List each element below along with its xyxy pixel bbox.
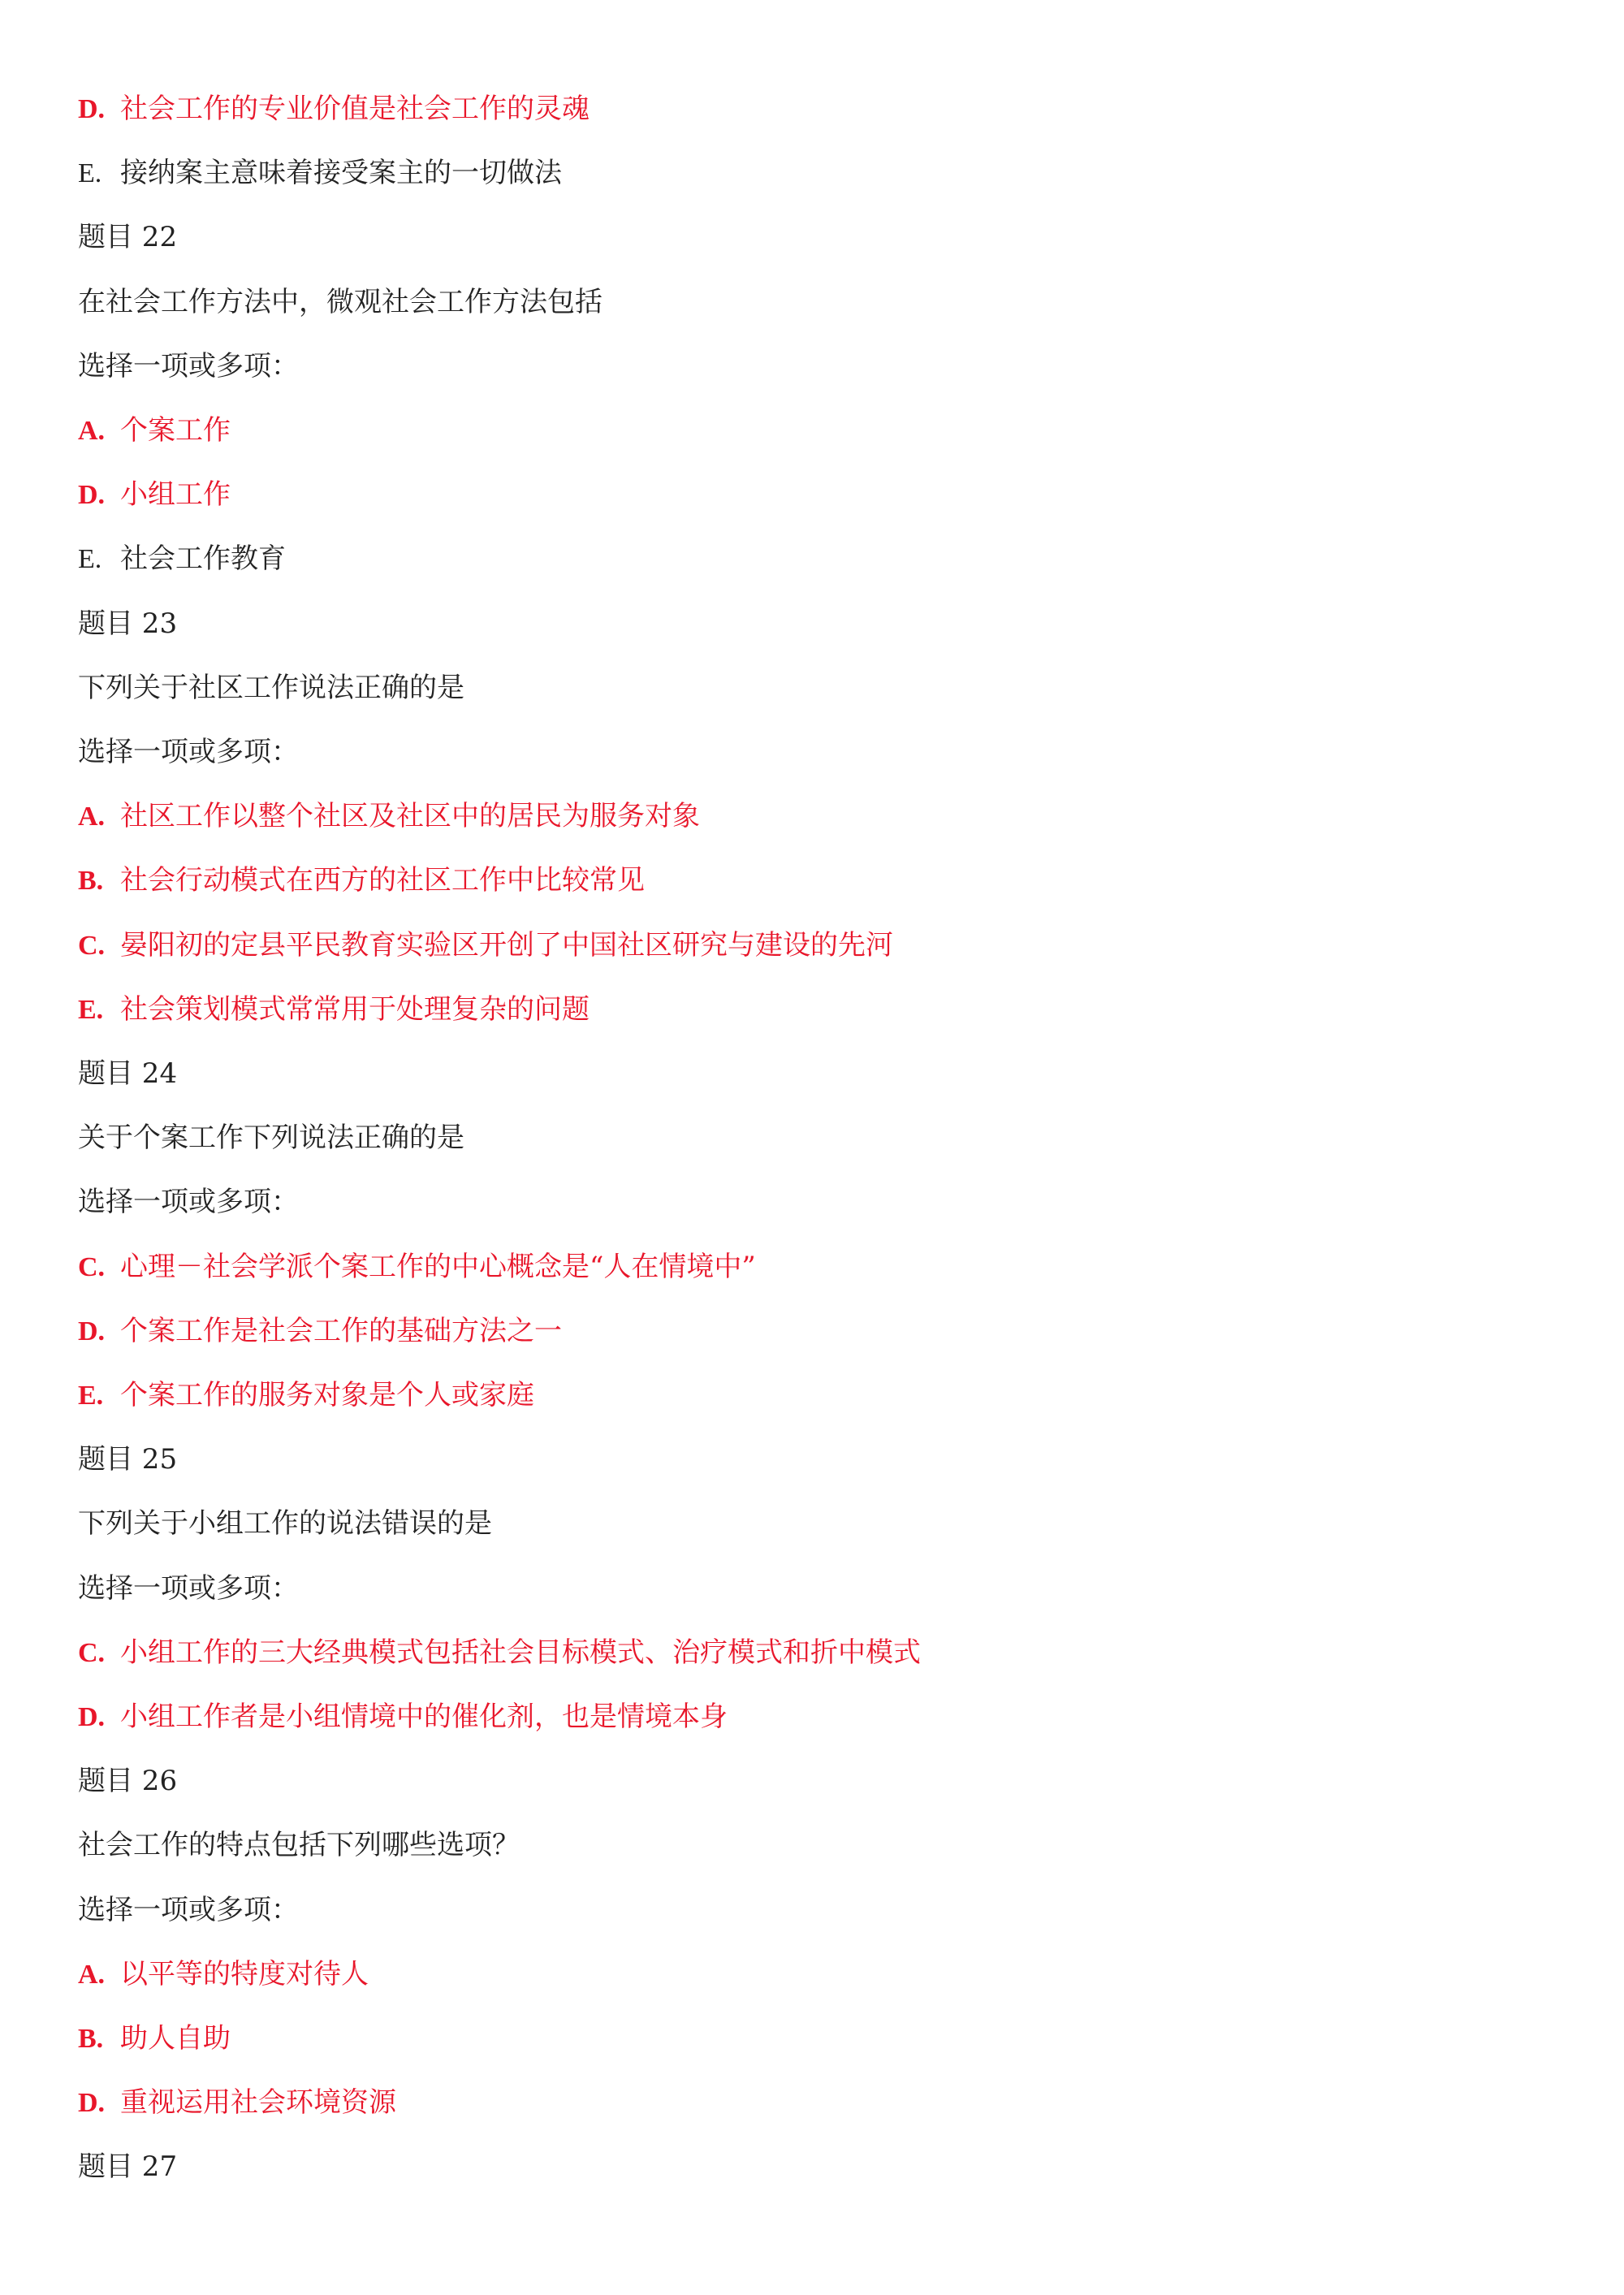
option-letter: D. <box>78 1316 106 1346</box>
line-text: 助人自助 <box>120 2022 231 2055</box>
question-text <box>78 284 603 320</box>
option-letter: A. <box>78 416 106 446</box>
line-text: 以平等的特度对待人 <box>120 1958 369 1990</box>
question-text <box>78 670 464 706</box>
line-text: 在社会工作方法中，微观社会工作方法包括 <box>78 286 603 318</box>
option-letter: C. <box>78 1252 106 1282</box>
question-text <box>78 1120 464 1156</box>
line-text: 社会行动模式在西方的社区工作中比较常见 <box>120 864 645 897</box>
option-letter: E. <box>78 158 102 188</box>
question-text <box>78 1827 520 1863</box>
question-number <box>78 1441 177 1477</box>
line-text: 重视运用社会环境资源 <box>120 2086 396 2119</box>
line-text: 题目 25 <box>78 1443 178 1476</box>
option-text <box>78 155 562 192</box>
instruction-text <box>78 1571 299 1606</box>
answer-option <box>78 798 700 835</box>
answer-option <box>78 477 231 513</box>
line-text: 选择一项或多项： <box>78 1894 299 1926</box>
instruction-text <box>78 734 299 770</box>
line-text: 题目 26 <box>78 1765 178 1797</box>
line-text: 社区工作以整个社区及社区中的居民为服务对象 <box>120 800 700 832</box>
line-text: 社会策划模式常常用于处理复杂的问题 <box>120 993 590 1026</box>
answer-option <box>78 91 590 128</box>
option-text <box>78 541 286 577</box>
option-letter: D. <box>78 94 106 124</box>
line-text: 心理－社会学派个案工作的中心概念是“人在情境中” <box>120 1251 756 1283</box>
option-letter: D. <box>78 480 106 510</box>
line-text: 社会工作的特点包括下列哪些选项？ <box>78 1829 520 1861</box>
line-text: 个案工作是社会工作的基础方法之一 <box>120 1315 562 1347</box>
line-text: 题目 22 <box>78 221 178 253</box>
line-text: 个案工作 <box>120 414 231 447</box>
instruction-text <box>78 1892 299 1928</box>
answer-option <box>78 927 893 964</box>
line-text: 小组工作的三大经典模式包括社会目标模式、治疗模式和折中模式 <box>120 1636 921 1669</box>
answer-option <box>78 1377 534 1414</box>
question-number <box>78 606 177 642</box>
question-text <box>78 1506 492 1541</box>
option-letter: E. <box>78 995 104 1025</box>
line-text: 社会工作的专业价值是社会工作的灵魂 <box>120 93 590 125</box>
line-text: 社会工作教育 <box>120 542 286 575</box>
answer-option <box>78 1635 921 1671</box>
line-text: 题目 23 <box>78 607 178 640</box>
option-letter: C. <box>78 931 106 961</box>
answer-option <box>78 2021 231 2057</box>
answer-option <box>78 992 590 1028</box>
option-letter: E. <box>78 544 102 574</box>
answer-option <box>78 1313 562 1350</box>
line-text: 晏阳初的定县平民教育实验区开创了中国社区研究与建设的先河 <box>120 929 893 962</box>
option-letter: B. <box>78 866 104 896</box>
answer-option <box>78 2085 396 2121</box>
line-text: 题目 27 <box>78 2150 178 2183</box>
question-number <box>78 1763 177 1799</box>
instruction-text <box>78 348 299 384</box>
line-text: 选择一项或多项： <box>78 736 299 768</box>
line-text: 题目 24 <box>78 1057 178 1090</box>
question-number <box>78 1056 177 1091</box>
instruction-text <box>78 1184 299 1220</box>
option-letter: B. <box>78 2024 104 2054</box>
line-text: 下列关于小组工作的说法错误的是 <box>78 1507 492 1540</box>
line-text: 小组工作 <box>120 478 231 511</box>
option-letter: D. <box>78 2088 106 2118</box>
option-letter: A. <box>78 802 106 832</box>
question-number <box>78 2149 177 2185</box>
line-text: 选择一项或多项： <box>78 350 299 382</box>
option-letter: E. <box>78 1381 104 1411</box>
answer-option <box>78 413 231 449</box>
line-text: 关于个案工作下列说法正确的是 <box>78 1122 464 1154</box>
answer-option <box>78 862 645 899</box>
answer-option <box>78 1956 369 1993</box>
line-text: 选择一项或多项： <box>78 1572 299 1605</box>
option-letter: C. <box>78 1638 106 1668</box>
answer-option <box>78 1699 728 1735</box>
question-number <box>78 219 177 255</box>
line-text: 小组工作者是小组情境中的催化剂，也是情境本身 <box>120 1701 728 1733</box>
line-text: 下列关于社区工作说法正确的是 <box>78 672 464 704</box>
line-text: 个案工作的服务对象是个人或家庭 <box>120 1379 534 1411</box>
answer-option <box>78 1249 756 1286</box>
line-text: 接纳案主意味着接受案主的一切做法 <box>120 157 562 189</box>
option-letter: A. <box>78 1960 106 1990</box>
option-letter: D. <box>78 1702 106 1732</box>
line-text: 选择一项或多项： <box>78 1186 299 1218</box>
